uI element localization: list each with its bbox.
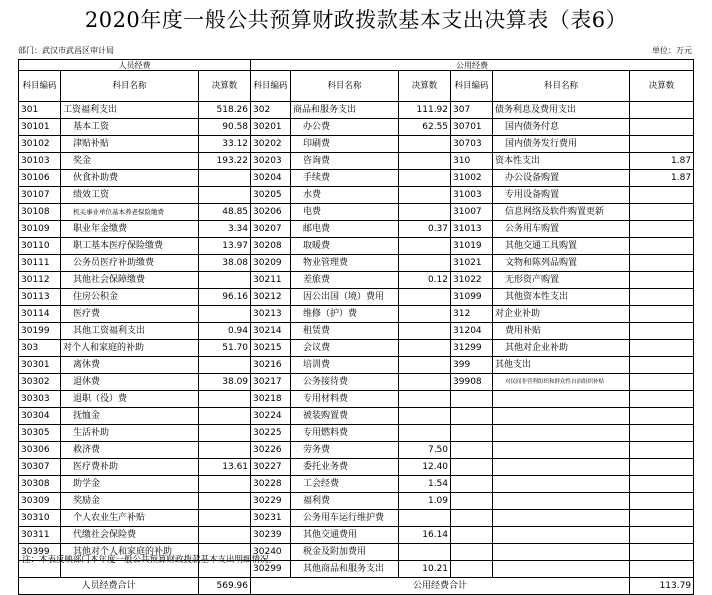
table-row <box>19 221 694 238</box>
subject-name-cell: 委托业务费 <box>291 459 399 476</box>
amount-cell <box>199 187 251 204</box>
amount-cell: 0.94 <box>199 323 251 340</box>
subject-code-cell: 30307 <box>19 459 61 476</box>
subject-name-cell: 其他对个人和家庭的补助 <box>61 544 199 561</box>
subject-name-cell: 水费 <box>291 187 399 204</box>
subject-name-cell: 其他资本性支出 <box>493 289 630 306</box>
subject-name-cell <box>493 459 630 476</box>
amount-cell <box>199 493 251 510</box>
subject-name-cell: 专用燃料费 <box>291 425 399 442</box>
subject-code-cell: 30206 <box>251 204 291 221</box>
subject-name-cell: 咨询费 <box>291 153 399 170</box>
subject-code-cell: 30240 <box>251 544 291 561</box>
amount-cell <box>199 357 251 374</box>
subject-name-cell: 医疗费 <box>61 306 199 323</box>
subject-name-cell: 退职（役）费 <box>61 391 199 408</box>
subject-name-cell: 专用设备购置 <box>493 187 630 204</box>
table-row <box>19 102 694 119</box>
amount-cell <box>630 340 694 357</box>
amount-cell <box>199 425 251 442</box>
amount-cell <box>630 238 694 255</box>
subject-code-cell: 30226 <box>251 442 291 459</box>
amount-cell <box>199 272 251 289</box>
amount-cell <box>630 493 694 510</box>
subject-code-cell: 30199 <box>19 323 61 340</box>
amount-cell <box>399 340 451 357</box>
amount-cell: 111.92 <box>399 102 451 119</box>
subject-code-cell: 31021 <box>451 255 493 272</box>
subject-code-cell: 30228 <box>251 476 291 493</box>
subject-code-cell: 30218 <box>251 391 291 408</box>
table-row <box>19 272 694 289</box>
subject-code-cell: 301 <box>19 102 61 119</box>
subject-name-cell: 离休费 <box>61 357 199 374</box>
subject-name-cell: 信息网络及软件购置更新 <box>493 204 630 221</box>
public-group-header: 公用经费 <box>251 60 694 71</box>
subject-name-cell: 电费 <box>291 204 399 221</box>
table-row <box>19 425 694 442</box>
subject-code-cell: 30208 <box>251 238 291 255</box>
subject-code-cell: 30212 <box>251 289 291 306</box>
subject-code-cell: 312 <box>451 306 493 323</box>
subject-name-cell <box>493 561 630 578</box>
table-row <box>19 289 694 306</box>
amount-cell <box>199 391 251 408</box>
table-row <box>19 442 694 459</box>
subject-name-cell: 维修（护）费 <box>291 306 399 323</box>
amount-cell <box>399 391 451 408</box>
amount-cell <box>630 119 694 136</box>
subject-name-cell: 奖励金 <box>61 493 199 510</box>
amount-cell <box>199 442 251 459</box>
amount-cell <box>399 170 451 187</box>
column-header-name: 科目名称 <box>493 71 630 102</box>
amount-cell <box>630 425 694 442</box>
subject-name-cell: 其他商品和服务支出 <box>291 561 399 578</box>
amount-cell <box>630 357 694 374</box>
subject-name-cell: 其他支出 <box>493 357 630 374</box>
amount-cell <box>399 357 451 374</box>
amount-cell <box>630 459 694 476</box>
table-row <box>19 357 694 374</box>
amount-cell <box>630 323 694 340</box>
subject-name-cell <box>493 408 630 425</box>
subject-code-cell: 30311 <box>19 527 61 544</box>
amount-cell <box>399 425 451 442</box>
subject-name-cell: 因公出国（境）费用 <box>291 289 399 306</box>
subject-code-cell: 31003 <box>451 187 493 204</box>
amount-cell <box>630 289 694 306</box>
subject-code-cell: 399 <box>451 357 493 374</box>
amount-cell <box>630 374 694 391</box>
subject-name-cell: 伙食补助费 <box>61 170 199 187</box>
table-row <box>19 493 694 510</box>
amount-cell <box>630 442 694 459</box>
amount-cell <box>630 544 694 561</box>
subject-code-cell <box>451 425 493 442</box>
subject-code-cell <box>451 408 493 425</box>
subject-code-cell: 30211 <box>251 272 291 289</box>
column-header-name: 科目名称 <box>291 71 399 102</box>
subject-code-cell: 30204 <box>251 170 291 187</box>
column-header-amount: 决算数 <box>199 71 251 102</box>
subject-code-cell: 30215 <box>251 340 291 357</box>
subject-code-cell: 30304 <box>19 408 61 425</box>
subject-code-cell: 30107 <box>19 187 61 204</box>
amount-cell <box>199 476 251 493</box>
table-row <box>19 391 694 408</box>
amount-cell: 0.12 <box>399 272 451 289</box>
subject-code-cell: 30303 <box>19 391 61 408</box>
subject-name-cell: 办公设备购置 <box>493 170 630 187</box>
amount-cell <box>399 238 451 255</box>
table-row <box>19 119 694 136</box>
public-total-value: 113.79 <box>630 578 694 595</box>
amount-cell: 38.08 <box>199 255 251 272</box>
amount-cell <box>630 272 694 289</box>
amount-cell: 16.14 <box>399 527 451 544</box>
amount-cell: 1.87 <box>630 153 694 170</box>
personnel-group-header: 人员经费 <box>19 60 251 71</box>
amount-cell: 3.34 <box>199 221 251 238</box>
table-row <box>19 136 694 153</box>
column-header-code: 科目编码 <box>451 71 493 102</box>
subject-name-cell: 其他交通工具购置 <box>493 238 630 255</box>
subject-code-cell: 30106 <box>19 170 61 187</box>
personnel-total-value: 569.96 <box>199 578 251 595</box>
amount-cell <box>630 306 694 323</box>
subject-code-cell: 31002 <box>451 170 493 187</box>
subject-code-cell: 30399 <box>19 544 61 561</box>
subject-name-cell: 专用材料费 <box>291 391 399 408</box>
subject-code-cell: 39908 <box>451 374 493 391</box>
subject-code-cell <box>451 459 493 476</box>
subject-code-cell: 30227 <box>251 459 291 476</box>
table-row <box>19 408 694 425</box>
subject-code-cell <box>451 476 493 493</box>
expenditure-table <box>18 59 694 595</box>
subject-name-cell: 取暖费 <box>291 238 399 255</box>
subject-name-cell: 津贴补贴 <box>61 136 199 153</box>
column-header-code: 科目编码 <box>19 71 61 102</box>
subject-name-cell: 国内债务发行费用 <box>493 136 630 153</box>
subject-name-cell: 职工基本医疗保险缴费 <box>61 238 199 255</box>
subject-name-cell: 职业年金缴费 <box>61 221 199 238</box>
subject-name-cell: 住房公积金 <box>61 289 199 306</box>
amount-cell <box>399 544 451 561</box>
subject-code-cell: 30103 <box>19 153 61 170</box>
subject-code-cell: 30201 <box>251 119 291 136</box>
amount-cell <box>199 170 251 187</box>
subject-code-cell: 31299 <box>451 340 493 357</box>
subject-name-cell: 工会经费 <box>291 476 399 493</box>
subject-name-cell: 对民间非营利组织和群众性自治组织补贴 <box>493 374 630 391</box>
subject-code-cell: 30207 <box>251 221 291 238</box>
subject-code-cell: 30109 <box>19 221 61 238</box>
amount-cell <box>630 391 694 408</box>
subject-code-cell: 30214 <box>251 323 291 340</box>
amount-cell <box>630 527 694 544</box>
amount-cell <box>630 102 694 119</box>
subject-code-cell: 30213 <box>251 306 291 323</box>
subject-code-cell <box>451 510 493 527</box>
amount-cell: 48.85 <box>199 204 251 221</box>
subject-name-cell: 债务利息及费用支出 <box>493 102 630 119</box>
table-row <box>19 187 694 204</box>
amount-cell: 1.54 <box>399 476 451 493</box>
amount-cell <box>399 204 451 221</box>
subject-code-cell: 30108 <box>19 204 61 221</box>
subject-code-cell: 30209 <box>251 255 291 272</box>
amount-cell <box>399 153 451 170</box>
subject-name-cell: 工资福利支出 <box>61 102 199 119</box>
footnote: 注：本表反映部门本年度一般公共预算财政拨款基本支出明细情况。 <box>22 555 278 565</box>
subject-name-cell: 差旅费 <box>291 272 399 289</box>
amount-cell <box>199 527 251 544</box>
subject-name-cell: 文物和陈列品购置 <box>493 255 630 272</box>
subject-code-cell <box>451 561 493 578</box>
subject-code-cell: 30302 <box>19 374 61 391</box>
subject-code-cell: 307 <box>451 102 493 119</box>
subject-code-cell: 302 <box>251 102 291 119</box>
subject-name-cell: 其他交通费用 <box>291 527 399 544</box>
subject-code-cell: 30224 <box>251 408 291 425</box>
amount-cell: 518.26 <box>199 102 251 119</box>
subject-name-cell: 绩效工资 <box>61 187 199 204</box>
subject-code-cell: 30703 <box>451 136 493 153</box>
amount-cell: 38.09 <box>199 374 251 391</box>
subject-code-cell: 30308 <box>19 476 61 493</box>
amount-cell: 1.87 <box>630 170 694 187</box>
subject-name-cell <box>493 544 630 561</box>
amount-cell <box>199 306 251 323</box>
subject-code-cell <box>451 391 493 408</box>
subject-code-cell: 30309 <box>19 493 61 510</box>
subject-code-cell: 30112 <box>19 272 61 289</box>
table-row <box>19 459 694 476</box>
amount-cell <box>199 510 251 527</box>
amount-cell <box>630 561 694 578</box>
amount-cell: 33.12 <box>199 136 251 153</box>
subject-name-cell: 公务用车购置 <box>493 221 630 238</box>
amount-cell <box>630 221 694 238</box>
subject-name-cell: 其他社会保障缴费 <box>61 272 199 289</box>
amount-cell <box>630 408 694 425</box>
amount-cell: 96.16 <box>199 289 251 306</box>
subject-code-cell: 30310 <box>19 510 61 527</box>
subject-code-cell: 30216 <box>251 357 291 374</box>
subject-code-cell: 31204 <box>451 323 493 340</box>
table-row <box>19 527 694 544</box>
subject-name-cell: 无形资产购置 <box>493 272 630 289</box>
subject-name-cell: 国内债务付息 <box>493 119 630 136</box>
subject-name-cell: 其他工资福利支出 <box>61 323 199 340</box>
amount-cell <box>630 510 694 527</box>
subject-name-cell: 商品和服务支出 <box>291 102 399 119</box>
subject-name-cell: 劳务费 <box>291 442 399 459</box>
subject-name-cell: 基本工资 <box>61 119 199 136</box>
subject-name-cell: 资本性支出 <box>493 153 630 170</box>
table-row <box>19 340 694 357</box>
subject-code-cell <box>451 527 493 544</box>
subject-name-cell: 对个人和家庭的补助 <box>61 340 199 357</box>
subject-code-cell: 30110 <box>19 238 61 255</box>
subject-name-cell <box>493 510 630 527</box>
unit-label: 单位：万元 <box>652 46 692 55</box>
subject-name-cell: 税金及附加费用 <box>291 544 399 561</box>
subject-name-cell <box>493 425 630 442</box>
amount-cell <box>399 374 451 391</box>
column-header-code: 科目编码 <box>251 71 291 102</box>
column-header-amount: 决算数 <box>399 71 451 102</box>
subject-name-cell: 被装购置费 <box>291 408 399 425</box>
subject-code-cell: 30205 <box>251 187 291 204</box>
subject-name-cell: 公务用车运行维护费 <box>291 510 399 527</box>
subject-name-cell: 其他对企业补助 <box>493 340 630 357</box>
subject-name-cell <box>493 493 630 510</box>
subject-code-cell: 30203 <box>251 153 291 170</box>
amount-cell <box>399 255 451 272</box>
amount-cell <box>199 408 251 425</box>
subject-code-cell: 310 <box>451 153 493 170</box>
subject-code-cell: 303 <box>19 340 61 357</box>
subject-name-cell: 物业管理费 <box>291 255 399 272</box>
department-label: 部门：武汉市武昌区审计局 <box>18 46 114 55</box>
subject-name-cell: 机关事业单位基本养老保险缴费 <box>61 204 199 221</box>
subject-name-cell: 手续费 <box>291 170 399 187</box>
subject-name-cell: 生活补助 <box>61 425 199 442</box>
amount-cell: 193.22 <box>199 153 251 170</box>
subject-name-cell: 培训费 <box>291 357 399 374</box>
subject-name-cell: 抚恤金 <box>61 408 199 425</box>
subject-code-cell: 30229 <box>251 493 291 510</box>
table-row <box>19 476 694 493</box>
subject-code-cell: 30231 <box>251 510 291 527</box>
subject-name-cell: 医疗费补助 <box>61 459 199 476</box>
subject-code-cell: 30306 <box>19 442 61 459</box>
amount-cell: 12.40 <box>399 459 451 476</box>
subject-name-cell: 公务接待费 <box>291 374 399 391</box>
subject-name-cell: 租赁费 <box>291 323 399 340</box>
amount-cell: 7.50 <box>399 442 451 459</box>
subject-name-cell <box>493 442 630 459</box>
subject-name-cell: 助学金 <box>61 476 199 493</box>
subject-name-cell: 代缴社会保险费 <box>61 527 199 544</box>
subject-code-cell: 30239 <box>251 527 291 544</box>
subject-code-cell: 30113 <box>19 289 61 306</box>
amount-cell: 10.21 <box>399 561 451 578</box>
subject-name-cell: 福利费 <box>291 493 399 510</box>
subject-code-cell: 30101 <box>19 119 61 136</box>
subject-name-cell: 印刷费 <box>291 136 399 153</box>
table-row <box>19 238 694 255</box>
public-total-label: 公用经费合计 <box>251 578 630 595</box>
subject-name-cell: 奖金 <box>61 153 199 170</box>
amount-cell: 1.09 <box>399 493 451 510</box>
table-row <box>19 323 694 340</box>
subject-code-cell: 30114 <box>19 306 61 323</box>
amount-cell: 13.97 <box>199 238 251 255</box>
subject-code-cell: 30225 <box>251 425 291 442</box>
subject-name-cell <box>493 391 630 408</box>
subject-code-cell: 31099 <box>451 289 493 306</box>
amount-cell <box>399 510 451 527</box>
subject-code-cell: 30301 <box>19 357 61 374</box>
subject-code-cell: 30102 <box>19 136 61 153</box>
amount-cell: 13.61 <box>199 459 251 476</box>
subject-name-cell: 邮电费 <box>291 221 399 238</box>
subject-code-cell <box>451 442 493 459</box>
subject-name-cell: 救济费 <box>61 442 199 459</box>
subject-code-cell: 31019 <box>451 238 493 255</box>
subject-code-cell: 30202 <box>251 136 291 153</box>
column-header-name: 科目名称 <box>61 71 199 102</box>
amount-cell <box>399 187 451 204</box>
page-title: 2020年度一般公共预算财政拨款基本支出决算表（表6） <box>84 8 628 32</box>
personnel-total-label: 人员经费合计 <box>19 578 199 595</box>
amount-cell <box>399 289 451 306</box>
table-row <box>19 255 694 272</box>
subject-code-cell: 31013 <box>451 221 493 238</box>
amount-cell: 62.55 <box>399 119 451 136</box>
subject-code-cell: 30217 <box>251 374 291 391</box>
amount-cell <box>630 136 694 153</box>
subject-name-cell: 会议费 <box>291 340 399 357</box>
subject-name-cell: 办公费 <box>291 119 399 136</box>
subject-name-cell: 公务员医疗补助缴费 <box>61 255 199 272</box>
amount-cell: 51.70 <box>199 340 251 357</box>
table-row <box>19 306 694 323</box>
table-row <box>19 204 694 221</box>
column-header-amount: 决算数 <box>630 71 694 102</box>
subject-code-cell: 30701 <box>451 119 493 136</box>
subject-name-cell: 对企业补助 <box>493 306 630 323</box>
subject-code-cell: 30299 <box>251 561 291 578</box>
subject-name-cell <box>493 476 630 493</box>
subject-code-cell: 30305 <box>19 425 61 442</box>
amount-cell: 0.37 <box>399 221 451 238</box>
subject-name-cell: 个人农业生产补贴 <box>61 510 199 527</box>
subject-code-cell <box>451 544 493 561</box>
amount-cell <box>399 408 451 425</box>
amount-cell <box>399 306 451 323</box>
table-row <box>19 170 694 187</box>
subject-code-cell: 31007 <box>451 204 493 221</box>
table-row <box>19 374 694 391</box>
subject-name-cell: 费用补贴 <box>493 323 630 340</box>
amount-cell <box>630 187 694 204</box>
amount-cell <box>399 323 451 340</box>
subject-name-cell <box>493 527 630 544</box>
amount-cell: 90.58 <box>199 119 251 136</box>
subject-code-cell: 30111 <box>19 255 61 272</box>
amount-cell <box>630 204 694 221</box>
table-row <box>19 153 694 170</box>
table-row <box>19 510 694 527</box>
subject-code-cell <box>451 493 493 510</box>
amount-cell <box>630 255 694 272</box>
amount-cell <box>630 476 694 493</box>
subject-code-cell: 31022 <box>451 272 493 289</box>
subject-name-cell: 退休费 <box>61 374 199 391</box>
amount-cell <box>399 136 451 153</box>
